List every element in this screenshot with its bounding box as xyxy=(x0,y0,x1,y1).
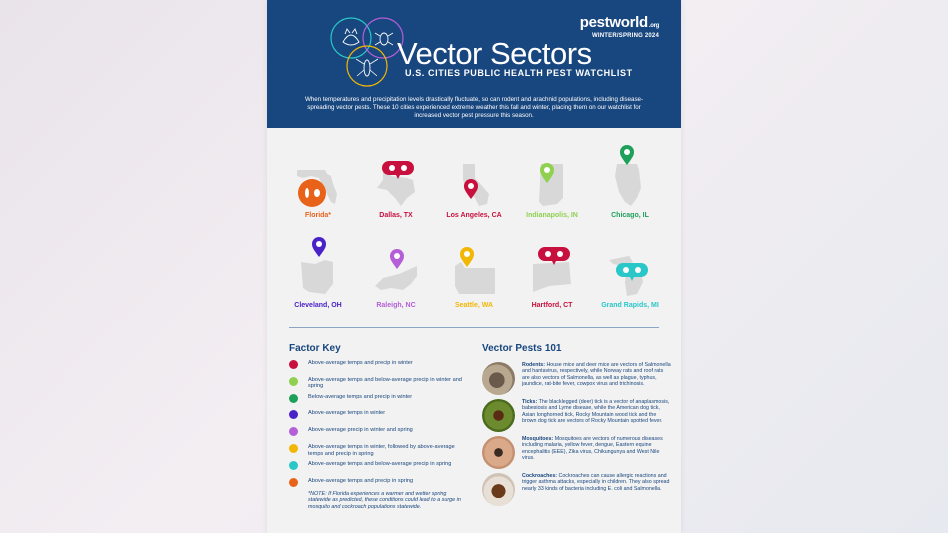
factor-key-item: Above-average precip in winter and spring xyxy=(289,427,471,444)
pest-pin xyxy=(389,248,405,270)
factor-key-item: Above-average temps and precip in winter xyxy=(289,360,471,377)
city-row-2 xyxy=(281,246,667,326)
cockroach-photo xyxy=(482,473,515,506)
florida-note: *NOTE: If Florida experiences a warmer and wetter spring statewide as predicted, these conditions could lead to a surge in mosquito and cockroach populations statewide. xyxy=(308,491,461,510)
color-dot xyxy=(289,410,298,419)
city-chicago xyxy=(593,156,667,236)
city-name: Los Angeles, CA xyxy=(446,212,502,219)
city-name: Grand Rapids, MI xyxy=(601,302,659,309)
infographic-poster xyxy=(267,0,681,533)
factor-key-item: Above-average temps and precip in spring xyxy=(289,478,471,495)
factor-key-item: Above-average temps in winter xyxy=(289,410,471,427)
city-name: Raleigh, NC xyxy=(376,302,416,309)
pest-pin xyxy=(459,246,475,268)
illinois-map xyxy=(607,162,653,208)
pest-item-cockroaches: Cockroaches: Cockroaches can cause allergic reactions and trigger asthma attacks, especially in children. They also spread nearly 33 kinds of bacteria including E. coli and Salmonella. xyxy=(482,471,672,508)
city-raleigh xyxy=(359,246,433,326)
pest-item-mosquitoes: Mosquitoes: Mosquitoes are vectors of numerous diseases including malaria, yellow fever, dengue, Eastern equine encephalitis (EEE), Zika virus, Chikungunya and West Nile virus. xyxy=(482,434,672,471)
mosquito-photo xyxy=(482,436,515,469)
rodent-photo xyxy=(482,362,515,395)
page-subtitle: U.S. CITIES PUBLIC HEALTH PEST WATCHLIST xyxy=(405,68,633,78)
pest-badge xyxy=(537,246,571,266)
city-florida xyxy=(281,156,355,236)
ohio-map xyxy=(295,252,341,298)
factor-key-item: Below-average temps and precip in winter xyxy=(289,394,471,411)
city-name: Cleveland, OH xyxy=(294,302,342,309)
city-cleveland xyxy=(281,246,355,326)
pestworld-logo: pestworld.org xyxy=(579,14,659,31)
pest-pin xyxy=(311,236,327,258)
city-name: Chicago, IL xyxy=(611,212,649,219)
pest-item-rodents: Rodents: House mice and deer mice are vectors of Salmonella and hantavirus, respectively, while Norway rats and roof rats are also vectors of Salmonella, as well as plague, typhus, jaundice, rat-bite fever, cowpox virus and trichinosis. xyxy=(482,360,672,397)
section-divider xyxy=(289,327,659,328)
pest-badge xyxy=(381,160,415,180)
factor-key-list xyxy=(289,360,471,494)
factor-key-item: Above-average temps and below-average precip in winter and spring xyxy=(289,377,471,394)
color-dot xyxy=(289,478,298,487)
intro-text: When temperatures and precipitation levels drastically fluctuate, so can rodent and arachnid populations, including disease-spreading vector pests. These 10 cities experienced extreme weather this fall and winter, placing them on our watchlist for increased vector pest pressure this season. xyxy=(304,96,644,119)
color-dot xyxy=(289,444,298,453)
pest-pin xyxy=(619,144,635,166)
poster-header xyxy=(267,0,681,128)
vector-pests-list xyxy=(482,360,672,508)
pest-pin xyxy=(539,162,555,184)
color-dot xyxy=(289,377,298,386)
page-title: Vector Sectors xyxy=(397,36,592,71)
pest-pin xyxy=(463,178,479,200)
pest-item-ticks: Ticks: The blacklegged (deer) tick is a vector of anaplasmosis, babesiosis and Lyme disease, while the American dog tick, Asian longhorned tick, Rocky Mountain wood tick and the brown dog tick are vectors of Rocky Mountain spotted fever. xyxy=(482,397,672,434)
color-dot xyxy=(289,461,298,470)
city-row-1 xyxy=(281,156,667,236)
city-los-angeles xyxy=(437,156,511,236)
city-indianapolis xyxy=(515,156,589,236)
factor-key-item: Above-average temps and below-average precip in spring xyxy=(289,461,471,478)
pest-badge xyxy=(297,178,327,208)
city-name: Seattle, WA xyxy=(454,302,494,309)
factor-key-heading: Factor Key xyxy=(289,343,341,354)
color-dot xyxy=(289,394,298,403)
city-grand-rapids xyxy=(593,246,667,326)
city-seattle xyxy=(437,246,511,326)
pest-badge xyxy=(615,262,649,282)
color-dot xyxy=(289,427,298,436)
vector-pests-heading: Vector Pests 101 xyxy=(482,343,562,354)
city-hartford xyxy=(515,246,589,326)
tick-photo xyxy=(482,399,515,432)
issue-date: WINTER/SPRING 2024 xyxy=(592,33,659,39)
city-name: Indianapolis, IN xyxy=(526,212,578,219)
factor-key-item: Above-average temps in winter, followed by above-average temps and precip in spring xyxy=(289,444,471,461)
color-dot xyxy=(289,360,298,369)
city-dallas xyxy=(359,156,433,236)
city-name: Hartford, CT xyxy=(531,302,573,309)
city-name: Dallas, TX xyxy=(379,212,413,219)
city-name: Florida* xyxy=(304,212,332,219)
